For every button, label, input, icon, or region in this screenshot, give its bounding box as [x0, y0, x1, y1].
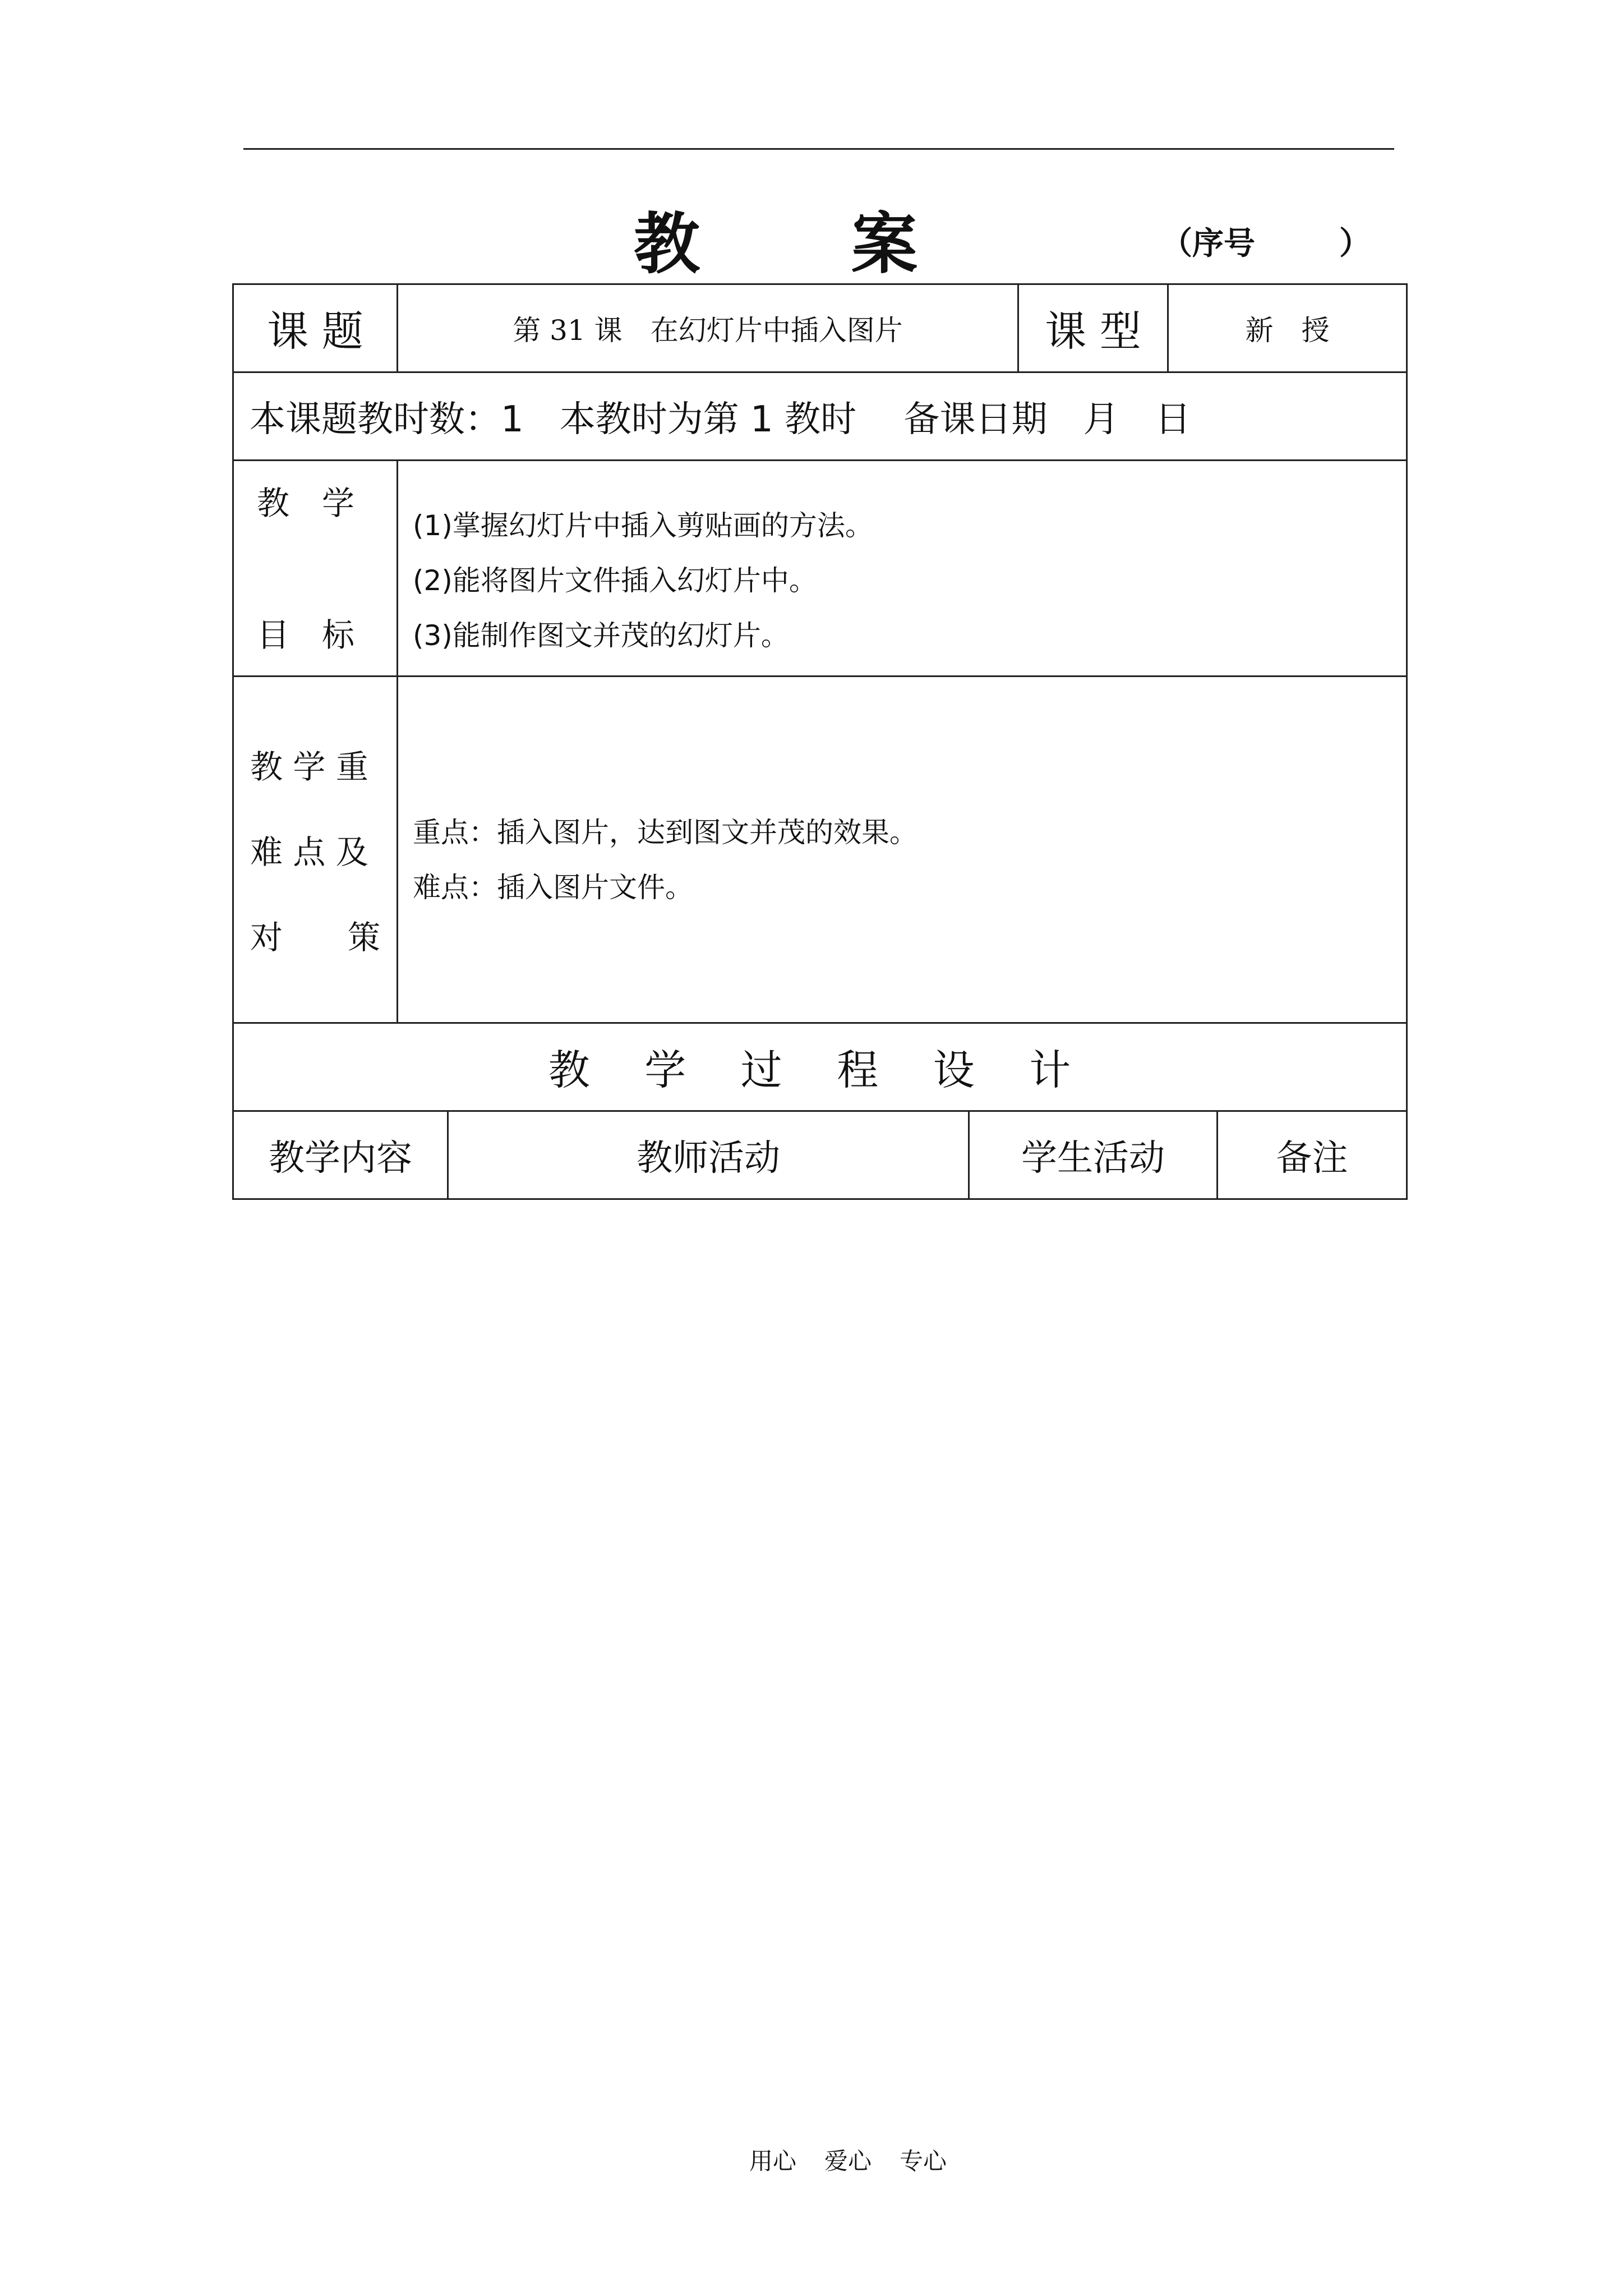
- process-title-cell: [232, 1022, 1408, 1112]
- type-value-cell: [1167, 283, 1408, 373]
- col-teacher: 教师活动: [637, 1138, 780, 1179]
- serial-number: [1161, 219, 1371, 264]
- col-content: 教学内容: [269, 1138, 412, 1179]
- goals-label-top: 教 学: [257, 484, 355, 522]
- col-notes-cell: [1216, 1110, 1408, 1200]
- keypoint-difficulty: 难点：插入图片文件。: [413, 871, 693, 904]
- keypoints-label-line1: 教 学 重: [250, 748, 368, 786]
- header-rule: [243, 148, 1394, 150]
- col-student: 学生活动: [1021, 1138, 1165, 1179]
- goal-item: (3)能制作图文并茂的幻灯片。: [413, 619, 789, 652]
- page-footer: [749, 2143, 975, 2177]
- topic-value: 第 31 课 在幻灯片中插入图片: [513, 314, 903, 347]
- keypoint-focus: 重点：插入图片，达到图文并茂的效果。: [413, 816, 917, 849]
- topic-label-cell: [232, 283, 398, 373]
- keypoints-label-line2: 难 点 及: [250, 833, 368, 871]
- hours-row: [232, 371, 1408, 461]
- goal-item: (1)掌握幻灯片中插入剪贴画的方法。: [413, 509, 873, 542]
- col-student-cell: [968, 1110, 1218, 1200]
- hours-text: 本课题教时数：1 本教时为第 1 教时 备课日期 月 日: [250, 399, 1191, 440]
- col-content-cell: [232, 1110, 449, 1200]
- page-title: [634, 191, 917, 286]
- keypoints-label-line3: 对 策: [250, 918, 381, 956]
- footer-item-2: 爱心: [824, 2147, 872, 2175]
- serial-close: ）: [1339, 226, 1371, 262]
- goals-list: [413, 498, 873, 663]
- type-value: 新 授: [1245, 314, 1330, 347]
- footer-item-1: 用心: [749, 2147, 797, 2175]
- serial-open: （序号: [1161, 226, 1255, 262]
- col-teacher-cell: [447, 1110, 970, 1200]
- topic-value-cell: [396, 283, 1019, 373]
- title-char-2: 案: [851, 205, 918, 283]
- keypoints-list: [413, 805, 917, 915]
- footer-item-3: 专心: [900, 2147, 947, 2175]
- goals-label-bottom: 目 标: [257, 616, 355, 654]
- process-title: 教 学 过 程 设 计: [548, 1046, 1092, 1094]
- topic-label: 课 题: [267, 307, 363, 356]
- type-label: 课 型: [1045, 307, 1141, 356]
- type-label-cell: [1017, 283, 1169, 373]
- col-notes: 备注: [1276, 1138, 1348, 1179]
- title-char-1: 教: [634, 205, 700, 283]
- goal-item: (2)能将图片文件插入幻灯片中。: [413, 564, 817, 597]
